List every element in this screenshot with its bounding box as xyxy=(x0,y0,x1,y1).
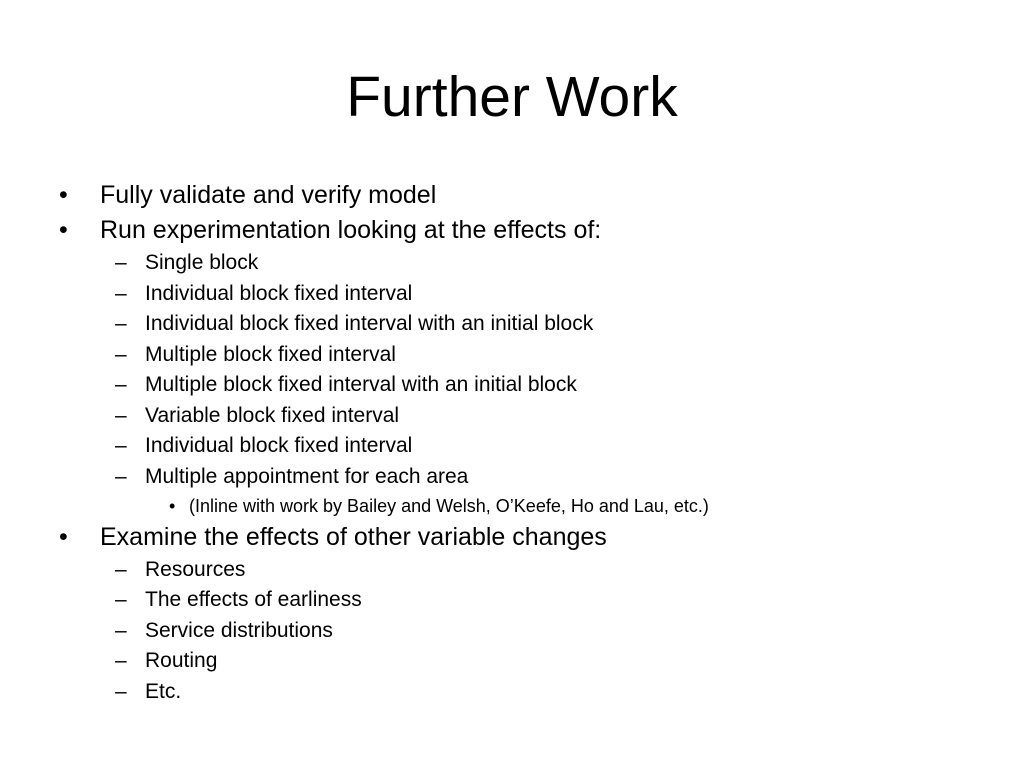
bullet-text: Run experimentation looking at the effects of: xyxy=(100,216,602,244)
sub-bullet-item xyxy=(115,618,333,644)
sub-bullet-item xyxy=(115,557,246,583)
dash-marker: – xyxy=(115,680,127,703)
slide-title: Further Work xyxy=(346,65,678,129)
sub-bullet-item xyxy=(115,403,400,429)
bullet-marker: • xyxy=(59,181,68,209)
sub-bullet-text: The effects of earliness xyxy=(145,588,362,611)
dash-marker: – xyxy=(115,558,127,581)
dash-marker: – xyxy=(115,434,127,457)
sub-bullet-text: Single block xyxy=(145,251,259,274)
bullet-marker: • xyxy=(169,496,176,516)
sub-bullet-item xyxy=(115,587,362,613)
sub-bullet-text: Etc. xyxy=(145,680,182,703)
sub-bullet-text: Service distributions xyxy=(145,619,333,642)
sub-sub-bullet-item xyxy=(169,495,709,517)
sub-bullet-item xyxy=(115,433,413,459)
bullet-text: Examine the effects of other variable changes xyxy=(100,523,607,551)
sub-bullet-item xyxy=(115,679,182,705)
bullet-item xyxy=(59,522,607,552)
bullet-item xyxy=(59,180,437,210)
sub-bullet-item xyxy=(115,342,396,368)
bullet-marker: • xyxy=(59,523,68,551)
sub-bullet-text: Individual block fixed interval xyxy=(145,434,413,457)
sub-bullet-text: Variable block fixed interval xyxy=(145,404,400,427)
dash-marker: – xyxy=(115,465,127,488)
sub-bullet-text: Multiple block fixed interval xyxy=(145,343,396,366)
sub-bullet-item xyxy=(115,250,259,276)
sub-bullet-item xyxy=(115,372,577,398)
sub-sub-bullet-text: (Inline with work by Bailey and Welsh, O’Keefe, Ho and Lau, etc.) xyxy=(189,496,709,516)
sub-bullet-text: Routing xyxy=(145,649,218,672)
sub-bullet-item xyxy=(115,311,594,337)
dash-marker: – xyxy=(115,312,127,335)
bullet-text: Fully validate and verify model xyxy=(100,181,437,209)
sub-bullet-text: Multiple block fixed interval with an initial block xyxy=(145,373,577,396)
sub-bullet-text: Multiple appointment for each area xyxy=(145,465,469,488)
sub-bullet-item xyxy=(115,648,218,674)
dash-marker: – xyxy=(115,619,127,642)
bullet-item xyxy=(59,215,602,245)
bullet-marker: • xyxy=(59,216,68,244)
sub-bullet-item xyxy=(115,281,413,307)
dash-marker: – xyxy=(115,343,127,366)
dash-marker: – xyxy=(115,373,127,396)
sub-bullet-text: Individual block fixed interval xyxy=(145,282,413,305)
sub-bullet-text: Individual block fixed interval with an initial block xyxy=(145,312,594,335)
sub-bullet-text: Resources xyxy=(145,558,246,581)
dash-marker: – xyxy=(115,588,127,611)
dash-marker: – xyxy=(115,251,127,274)
dash-marker: – xyxy=(115,404,127,427)
sub-bullet-item xyxy=(115,464,469,490)
dash-marker: – xyxy=(115,282,127,305)
dash-marker: – xyxy=(115,649,127,672)
